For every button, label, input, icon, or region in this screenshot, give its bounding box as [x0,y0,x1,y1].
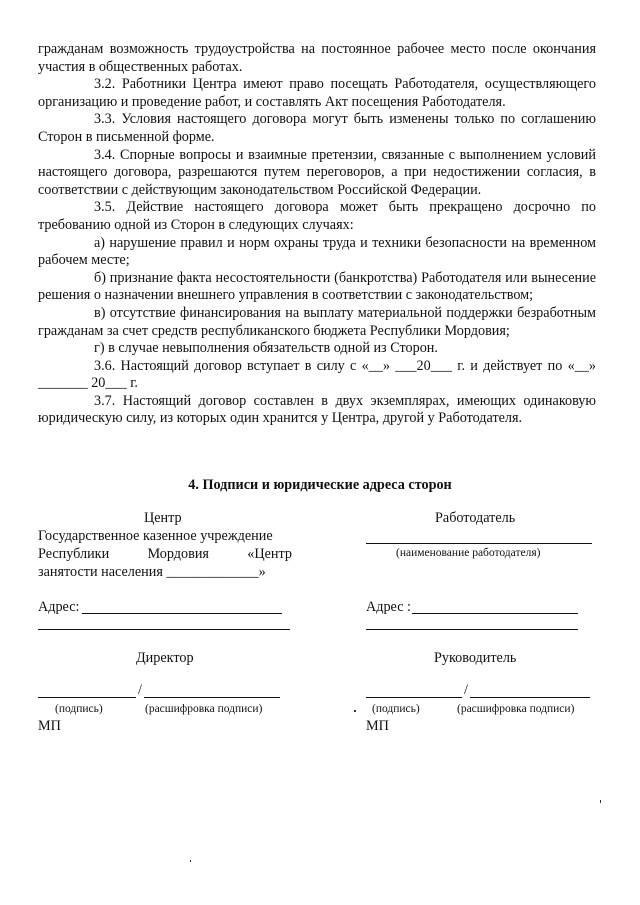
paragraph-3-5: 3.5. Действие настоящего договора может быть прекращено досрочно по требованию одной из Сторон в следующих случаях: [38,199,596,233]
paragraph-3-5-a: а) нарушение правил и норм охраны труда и техники безопасности на временном рабочем месте; [38,234,596,269]
employer-name-line [366,543,592,544]
center-title: Центр [144,510,182,526]
center-org-line3: занятости населения _____________» [38,564,266,580]
employer-sign-label: (подпись) [372,703,420,715]
center-decode-label: (расшифровка подписи) [145,703,263,715]
center-sign-line [38,697,136,698]
contract-body [38,41,596,428]
center-org-line2: Республики Мордовия «Центр [38,546,292,562]
employer-slash: / [464,682,468,698]
paragraph-3-5-v: в) отсутствие финансирования на выплату материальной поддержки безработным гражданам за счет средств республиканского бюджета Республики Мордовия; [38,304,596,339]
center-stamp: МП [38,718,61,734]
employer-decode-line [470,697,590,698]
center-decode-line [144,697,280,698]
center-address-line-2 [38,629,290,630]
paragraph-3-1-end: гражданам возможность трудоустройства на постоянное рабочее место после окончания участия в общественных работах. [38,41,596,75]
scan-speck [600,800,601,803]
center-slash: / [138,682,142,698]
paragraph-3-5-g: г) в случае невыполнения обязательств одной из Сторон. [94,340,438,357]
center-address-line-1 [82,613,282,614]
center-role: Директор [136,650,194,666]
employer-role: Руководитель [434,650,517,666]
employer-title: Работодатель [435,510,516,526]
employer-address-line-2 [366,629,578,630]
employer-stamp: МП [366,718,389,734]
scan-speck [190,860,191,862]
employer-name-label: (наименование работодателя) [396,547,541,559]
center-org-line1: Государственное казенное учреждение [38,528,273,544]
paragraph-3-3: 3.3. Условия настоящего договора могут быть изменены только по соглашению Сторон в письменной форме. [38,111,596,145]
section-title: 4. Подписи и юридические адреса сторон [188,477,452,493]
employer-address-line-1 [412,613,578,614]
employer-address-label: Адрес : [366,599,411,615]
paragraph-3-5-b: б) признание факта несостоятельности (банкротства) Работодателя или вынесение решения о назначении внешнего управления в соответствии с законодательством; [38,269,596,304]
scan-speck [354,710,356,712]
paragraph-3-6: 3.6. Настоящий договор вступает в силу с «__» ___20___ г. и действует по «__» _______ 20___ г. [38,357,596,392]
center-address-label: Адрес: [38,599,80,615]
center-sign-label: (подпись) [55,703,103,715]
employer-sign-line [366,697,462,698]
paragraph-3-7: 3.7. Настоящий договор составлен в двух экземплярах, имеющих одинаковую юридическую силу, из которых один хранится у Центра, другой у Работодателя. [38,392,596,427]
employer-decode-label: (расшифровка подписи) [457,703,575,715]
paragraph-3-2: 3.2. Работники Центра имеют право посещать Работодателя, осуществляющего организацию и проведение работ, и составлять Акт посещения Работодателя. [38,76,596,110]
paragraph-3-4: 3.4. Спорные вопросы и взаимные претензии, связанные с выполнением условий настоящего договора, разрешаются путем переговоров, а при недостижении согласия, в соответствии с действующим законодательством Российской Федерации. [38,146,596,198]
